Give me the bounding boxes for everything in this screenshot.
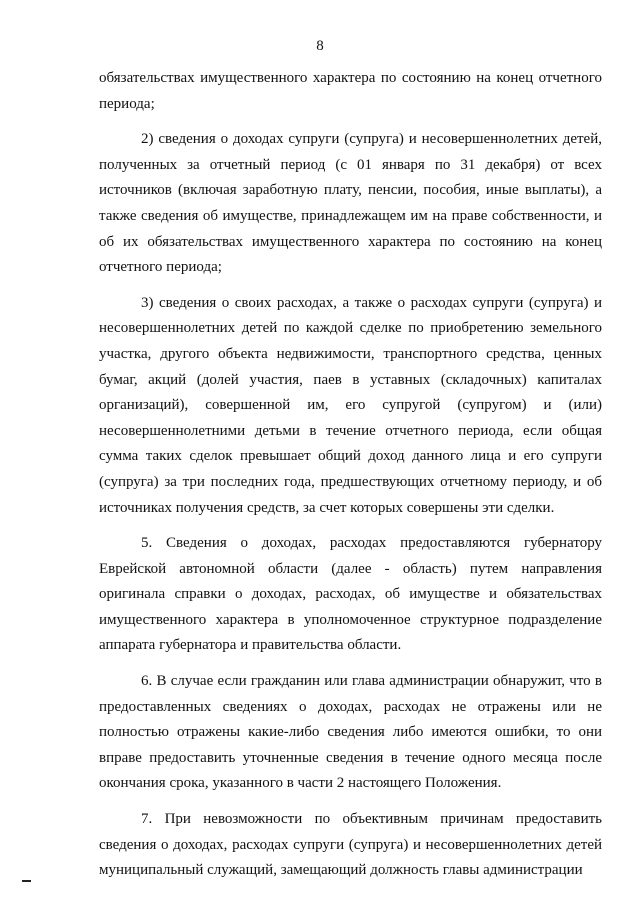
paragraph-continuation: обязательствах имущественного характера по состоянию на конец отчетного периода; [99, 70, 602, 112]
margin-mark [22, 880, 31, 882]
paragraph-item-2: 2) сведения о доходах супруги (супруга) и несовершеннолетних детей, полученных за отчетный период (с 01 января по 31 декабря) от всех источников (включая заработную плату, пенсии, пособия, иные выплаты), а также сведения об имуществе, принадлежащем им на праве собственности, и об их обязательствах имущественного характера по состоянию на конец отчетного периода; [99, 131, 602, 276]
page-number: 8 [316, 38, 324, 54]
paragraph-clause-5: 5. Сведения о доходах, расходах предоставляются губернатору Еврейской автономной области (далее - область) путем направления оригинала справки о доходах, расходах, об имуществе и обязательствах имущественного характера в уполномоченное структурное подразделение аппарата губернатора и правительства области. [99, 535, 602, 654]
document-body [99, 66, 602, 884]
paragraph-clause-6: 6. В случае если гражданин или глава администрации обнаружит, что в предоставленных сведениях о доходах, расходах не отражены или не полностью отражены какие-либо сведения либо имеются ошибки, то они вправе предоставить уточненные сведения в течение одного месяца после окончания срока, указанного в части 2 настоящего Положения. [99, 673, 602, 792]
paragraph-item-3: 3) сведения о своих расходах, а также о расходах супруги (супруга) и несовершеннолетних детей по каждой сделке по приобретению земельного участка, другого объекта недвижимости, транспортного средства, ценных бумаг, акций (долей участия, паев в уставных (складочных) капиталах организаций), совершенной им, его супругой (супругом) и (или) несовершеннолетними детьми в течение отчетного периода, если общая сумма таких сделок превышает общий доход данного лица и его супруги (супруга) за три последних года, предшествующих отчетному периоду, и об источниках получения средств, за счет которых совершены эти сделки. [99, 294, 602, 516]
paragraph-clause-7: 7. При невозможности по объективным причинам предоставить сведения о доходах, расходах супруги (супруга) и несовершеннолетних детей муниципальный служащий, замещающий должность главы администрации [99, 811, 602, 879]
